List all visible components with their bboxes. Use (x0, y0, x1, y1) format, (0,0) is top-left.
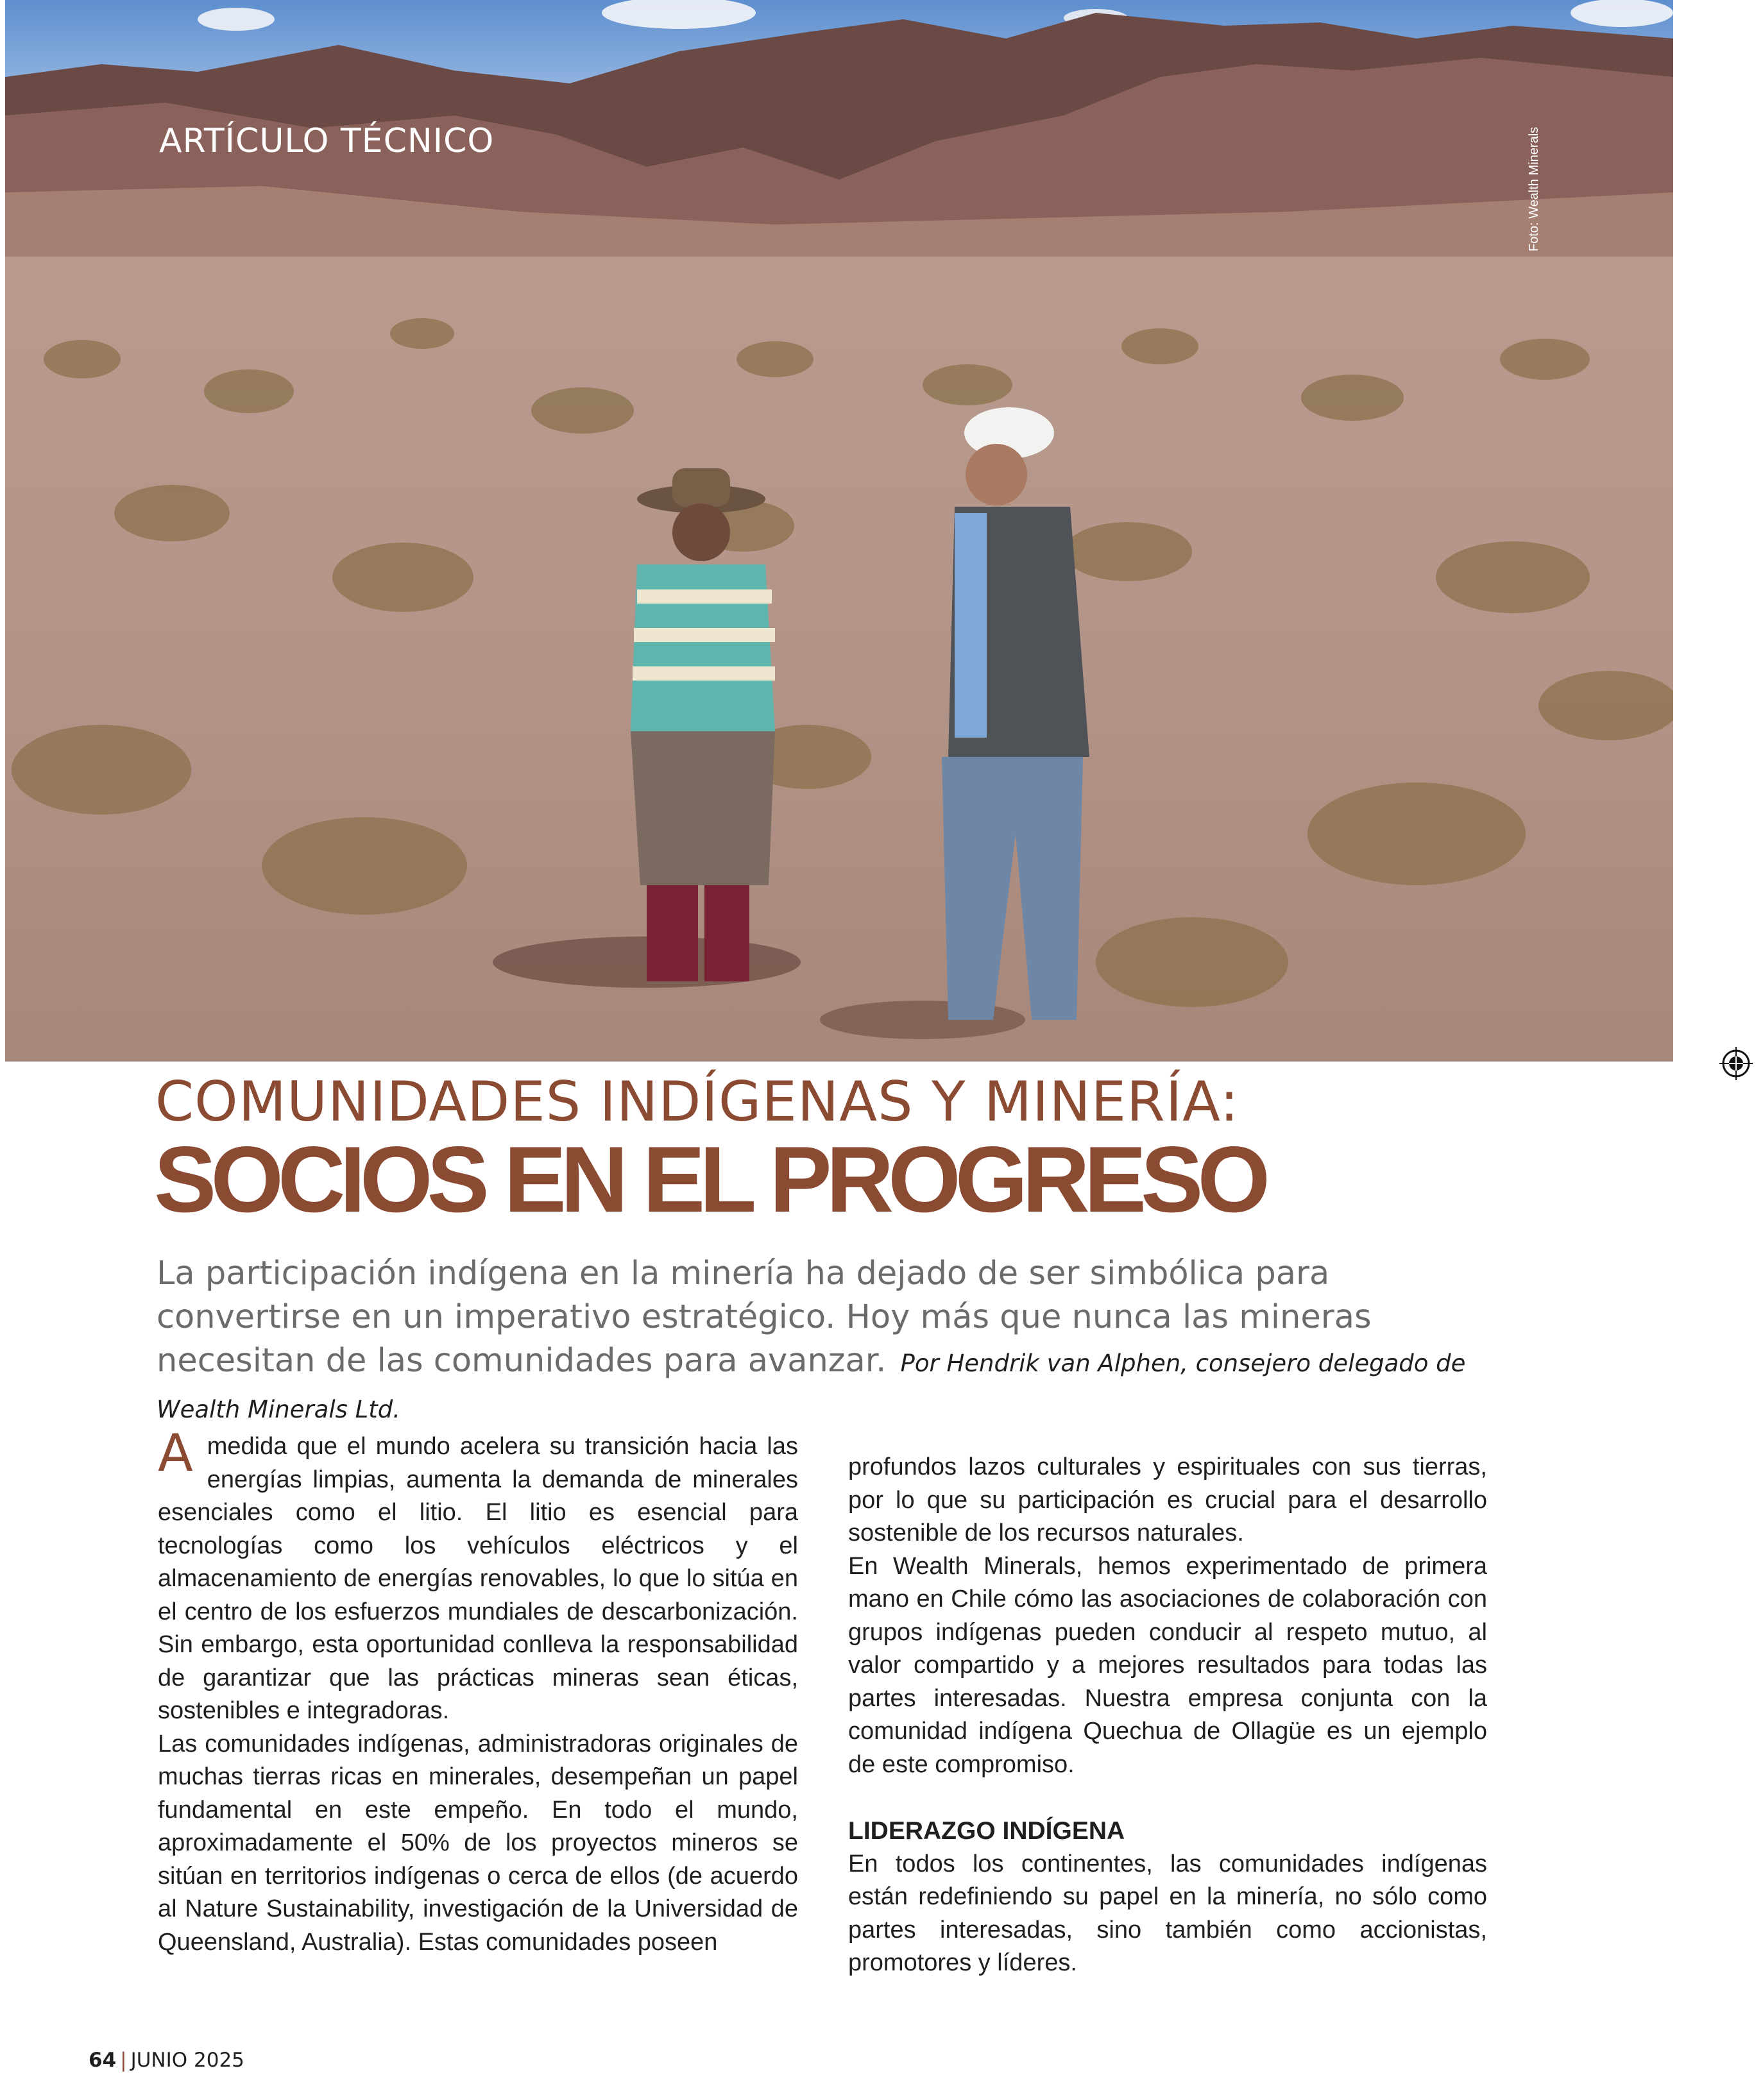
body-paragraph: En todos los continentes, las comunidades indígenas están redefiniendo su papel en la minería, no sólo como partes interesadas, sino también como accionistas, promotores y líderes. (848, 1850, 1487, 1976)
drop-cap: A (158, 1423, 193, 1483)
paragraph-text: medida que el mundo acelera su transición hacia las energías limpias, aumenta la demanda de minerales esenciales como el litio. El litio es esencial para tecnologías como los vehículos eléctricos y el almacenamiento de energías renovables, lo que lo sitúa en el centro de los esfuerzos mundiales de descarbonización. Sin embargo, esta oportunidad conlleva la responsabilidad de garantizar que las prácticas mineras sean éticas, sostenibles e integradoras. (158, 1433, 798, 1724)
lede-text: La participación indígena en la minería ha dejado de ser simbólica para convertirse en un imperativo estratégico. Hoy más que nunca las mineras necesitan de las comunidades para avanzar. (157, 1255, 1372, 1380)
page-number: 64 (89, 2049, 117, 2072)
body-paragraph: profundos lazos culturales y espirituales con sus tierras, por lo que su participación es crucial para el desarrollo sostenible de los recursos naturales. (848, 1453, 1487, 1546)
photo-credit: Foto: Wealth Minerals (1527, 126, 1541, 251)
article-kicker: COMUNIDADES INDÍGENAS Y MINERÍA: (155, 1070, 1239, 1134)
section-label: ARTÍCULO TÉCNICO (159, 122, 495, 160)
body-paragraph: En Wealth Minerals, hemos experimentado de primera mano en Chile cómo las asociaciones de colaboración con grupos indígenas pueden conducir al respeto mutuo, al valor compartido y a mejores resultados para todas las partes interesadas. Nuestra empresa conjunta con la comunidad indígena Quechua de Ollagüe es un ejemplo de este compromiso. (848, 1552, 1487, 1778)
article-headline: SOCIOS EN EL PROGRESO (154, 1127, 1265, 1232)
body-column-left (158, 1423, 798, 1959)
article-lede (157, 1252, 1491, 1432)
section-subhead: LIDERAZGO INDÍGENA (848, 1817, 1125, 1845)
page-footer (89, 2049, 244, 2072)
author-byline: Por Hendrik van Alphen, consejero delegado de Wealth Minerals Ltd. (157, 1350, 1466, 1423)
issue-date: JUNIO 2025 (130, 2049, 244, 2072)
body-paragraph: Las comunidades indígenas, administradoras originales de muchas tierras ricas en minerales, desempeñan un papel fundamental en este empeño. En todo el mundo, aproximadamente el 50% de los proyectos mineros se sitúan en territorios indígenas o cerca de ellos (de acuerdo al Nature Sustainability, investigación de la Universidad de Queensland, Australia). Estas comunidades poseen (158, 1730, 798, 1956)
body-paragraph (158, 1423, 798, 1728)
footer-separator: | (120, 2049, 127, 2072)
hero-photo (5, 0, 1673, 1062)
registration-mark-icon (1719, 1047, 1753, 1080)
body-column-right (848, 1451, 1487, 1980)
